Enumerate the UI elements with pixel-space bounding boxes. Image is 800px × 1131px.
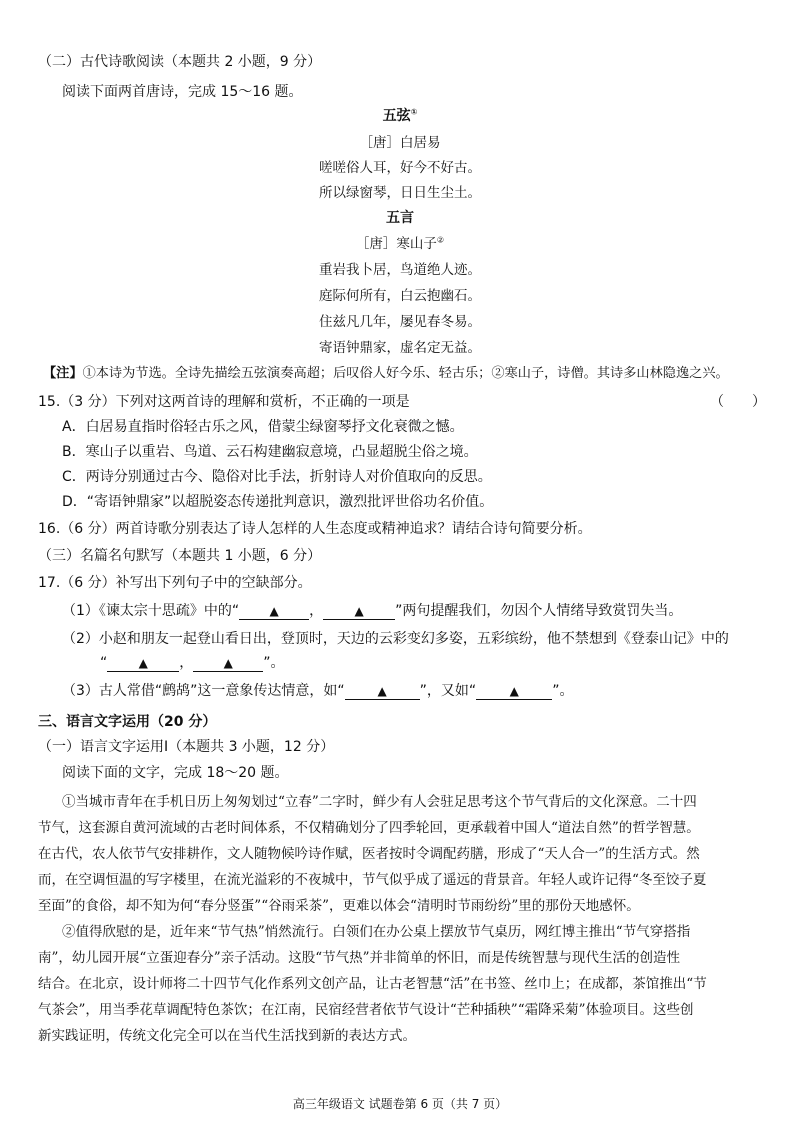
fill-blank[interactable] bbox=[323, 603, 395, 620]
passage-instructions: 阅读下面的文字，完成 18～20 题。 bbox=[62, 765, 289, 781]
paragraph-line: 气茶会”，用当季花草调配特色茶饮；在江南，民宿经营者依节气设计“芒种插秧”“霜降采菊”体验项目。这些创 bbox=[38, 1002, 694, 1018]
option-a: A．白居易直指时俗轻古乐之风，借蒙尘绿窗琴抒文化衰微之憾。 bbox=[62, 419, 464, 435]
triangle-marker: ▲ bbox=[269, 604, 279, 618]
poem1-author: ［唐］白居易 bbox=[359, 135, 441, 151]
triangle-marker: ▲ bbox=[223, 656, 233, 670]
section-header-poetry: （二）古代诗歌阅读（本题共 2 小题，9 分） bbox=[38, 54, 322, 70]
poem2-footnote-mark: ② bbox=[436, 235, 445, 245]
fill-blank[interactable] bbox=[476, 683, 552, 700]
paragraph-line: 至面”的食俗，却不知为何“春分竖蛋”“谷雨采茶”，更难以体会“清明时节雨纷纷”里的那份天地感怀。 bbox=[38, 898, 640, 914]
option-d: D．“寄语钟鼎家”以超脱姿态传递批判意识，激烈批评世俗功名价值。 bbox=[62, 494, 494, 510]
poem1-title: 五弦① bbox=[382, 107, 418, 124]
note-text: ①本诗为节选。全诗先描绘五弦演奏高超；后叹俗人好今乐、轻古乐；②寒山子，诗僧。其诗多山林隐逸之兴。 bbox=[82, 366, 729, 381]
option-b: B．寒山子以重岩、鸟道、云石构建幽寂意境，凸显超脱尘俗之境。 bbox=[62, 444, 478, 460]
paragraph-line: 新实践证明，传统文化完全可以在当代生活找到新的表达方式。 bbox=[38, 1028, 416, 1044]
paragraph-line: 节气，这套源自黄河流域的古老时间体系，不仅精确划分了四季轮回，更承载着中国人“道法自然”的哲学智慧。 bbox=[38, 820, 700, 836]
poem-notes bbox=[43, 364, 729, 384]
poem1-line: 嗟嗟俗人耳，好今不好古。 bbox=[319, 160, 481, 176]
part-3-header: 三、语言文字运用（20 分） bbox=[38, 714, 217, 730]
paragraph-line: ②值得欣慰的是，近年来“节气热”悄然流行。白领们在办公桌上摆放节气桌历，网红博主推出“节气穿搭指 bbox=[62, 924, 691, 940]
question-17-item-2: （2）小赵和朋友一起登山看日出，登顶时，天边的云彩变幻多姿，五彩缤纷，他不禁想到《登泰山记》中的 bbox=[62, 631, 729, 647]
poem1-line: 所以绿窗琴，日日生尘土。 bbox=[319, 185, 481, 201]
subsection-header: （一）语言文字运用Ⅰ（本题共 3 小题，12 分） bbox=[38, 739, 335, 755]
poem2-line: 重岩我卜居，鸟道绝人迹。 bbox=[319, 262, 481, 278]
triangle-marker: ▲ bbox=[377, 684, 387, 698]
question-16: 16.（6 分）两首诗歌分别表达了诗人怎样的人生态度或精神追求？请结合诗句简要分析。 bbox=[38, 521, 592, 537]
paragraph-line: 而，在空调恒温的写字楼里，在流光溢彩的不夜城中，节气似乎成了遥远的背景音。年轻人或许记得“冬至饺子夏 bbox=[38, 872, 707, 888]
paragraph-line: ①当城市青年在手机日历上匆匆划过“立春”二字时，鲜少有人会驻足思考这个节气背后的文化深意。二十四 bbox=[62, 794, 697, 810]
question-17-stem: 17.（6 分）补写出下列句子中的空缺部分。 bbox=[38, 575, 312, 591]
fill-blank[interactable] bbox=[239, 603, 309, 620]
poem2-author: ［唐］寒山子② bbox=[355, 235, 445, 252]
question-17-item-2-blanks: “ ▲ ， ▲ ”。 bbox=[100, 655, 285, 671]
triangle-marker: ▲ bbox=[509, 684, 519, 698]
triangle-marker: ▲ bbox=[138, 656, 148, 670]
poem2-line: 寄语钟鼎家，虚名定无益。 bbox=[319, 340, 481, 356]
fill-blank[interactable] bbox=[345, 683, 420, 700]
triangle-marker: ▲ bbox=[354, 604, 364, 618]
poem2-line: 庭际何所有，白云抱幽石。 bbox=[319, 288, 481, 304]
poem2-line: 住兹凡几年，屡见春冬易。 bbox=[319, 314, 481, 330]
fill-blank[interactable] bbox=[107, 655, 179, 672]
answer-bracket: （ ） bbox=[710, 394, 766, 410]
section-header-recitation: （三）名篇名句默写（本题共 1 小题，6 分） bbox=[38, 548, 322, 564]
question-15-stem: 15.（3 分）下列对这两首诗的理解和赏析，不正确的一项是 bbox=[38, 394, 410, 410]
note-label: 【注】 bbox=[43, 366, 83, 381]
fill-blank[interactable] bbox=[193, 655, 263, 672]
paragraph-line: 南”，幼儿园开展“立蛋迎春分”亲子活动。这股“节气热”并非简单的怀旧，而是传统智慧与现代生活的创造性 bbox=[38, 950, 681, 966]
option-c: C．两诗分别通过古今、隐俗对比手法，折射诗人对价值取向的反思。 bbox=[62, 469, 492, 485]
poem1-footnote-mark: ① bbox=[410, 107, 418, 117]
question-17-item-3: （3）古人常借“鹧鸪”这一意象传达情意，如“ ▲ ”，又如“ ▲ ”。 bbox=[62, 683, 574, 699]
paragraph-line: 结合。在北京，设计师将二十四节气化作系列文创产品，让古老智慧“活”在书签、丝巾上；在成都，茶馆推出“节 bbox=[38, 976, 707, 992]
paragraph-line: 在古代，农人依节气安排耕作，文人随物候吟诗作赋，医者按时令调配药膳，形成了“天人合一”的生活方式。然 bbox=[38, 846, 700, 862]
poetry-instructions: 阅读下面两首唐诗，完成 15～16 题。 bbox=[62, 84, 303, 100]
question-17-item-1: （1）《谏太宗十思疏》中的“ ▲ ， ▲ ”两句提醒我们，勿因个人情绪导致赏罚失当。 bbox=[62, 603, 683, 619]
poem2-title: 五言 bbox=[386, 210, 414, 226]
page-footer: 高三年级语文 试题卷第 6 页（共 7 页） bbox=[292, 1097, 508, 1111]
